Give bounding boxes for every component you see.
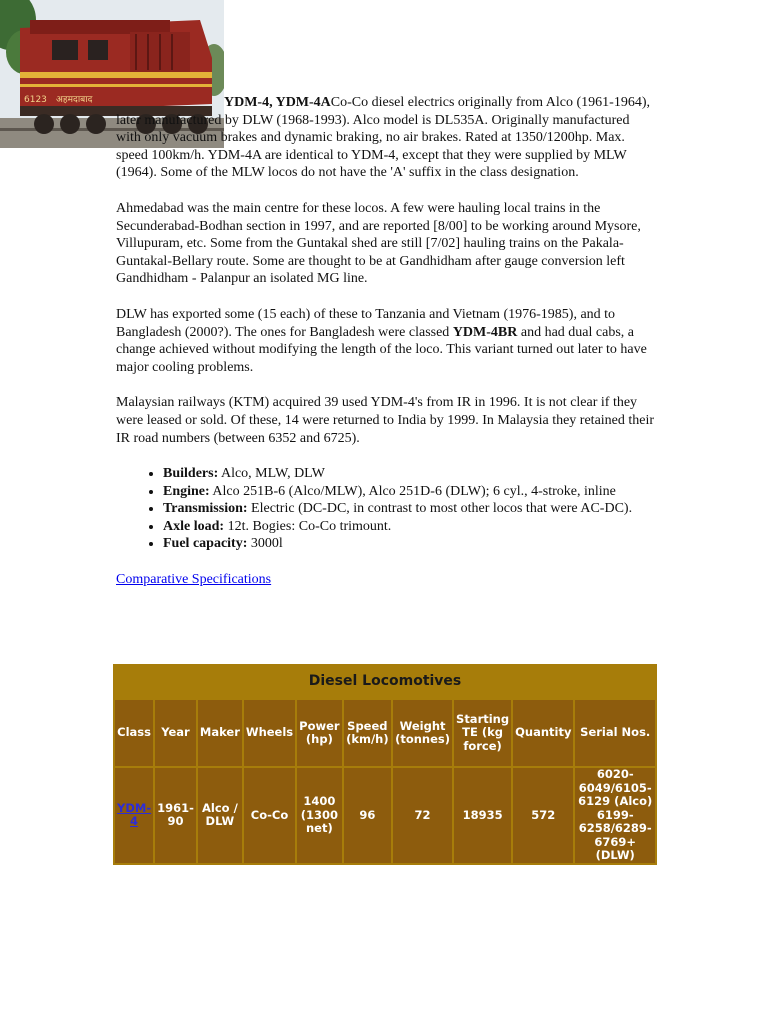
spec-value: Alco, MLW, DLW bbox=[218, 466, 325, 482]
col-header-serial-nos: Serial Nos. bbox=[575, 700, 655, 766]
cell-serial-nos: 6020-6049/6105-6129 (Alco) 6199-6258/6289-6769+ (DLW) bbox=[575, 768, 655, 863]
exports-text-start: DLW has exported some (15 each) of these to Tanzania and Vietnam (1976-1985), and to Bangladesh (2000?). The ones for Bangladesh were classed bbox=[116, 306, 616, 340]
col-header-power: Power (hp) bbox=[297, 700, 341, 766]
table-caption: Diesel Locomotives bbox=[115, 666, 655, 698]
col-header-class: Class bbox=[115, 700, 153, 766]
paragraph-exports bbox=[116, 306, 656, 376]
col-header-maker: Maker bbox=[198, 700, 242, 766]
table-header-row bbox=[115, 700, 655, 766]
exports-class-name: YDM-4BR bbox=[452, 324, 518, 340]
spec-value: 12t. Bogies: Co-Co trimount. bbox=[224, 518, 392, 534]
comparative-specifications-link[interactable]: Comparative Specifications bbox=[116, 572, 272, 588]
intro-paragraph bbox=[116, 0, 656, 182]
spec-label: Fuel capacity: bbox=[163, 536, 248, 552]
spec-label: Builders: bbox=[163, 466, 219, 482]
cab-lettering: अहमदाबाद bbox=[56, 95, 93, 105]
col-header-starting-te: Starting TE (kg force) bbox=[454, 700, 511, 766]
cell-speed: 96 bbox=[344, 768, 392, 863]
cell-wheels: Co-Co bbox=[244, 768, 295, 863]
spec-value: Alco 251B-6 (Alco/MLW), Alco 251D-6 (DLW); 6 cyl., 4-stroke, inline bbox=[209, 483, 616, 499]
spec-item-transmission bbox=[163, 500, 656, 518]
paragraph-ahmedabad: Ahmedabad was the main centre for these locos. A few were hauling local trains in the Secunderabad-Bodhan section in 1997, and are reported [8/00] to be working around Mysore, Villupuram, etc. Some from the Guntakal shed are still [7/02] hauling trains on the Pakala-Guntakal-Bellary route. Some are thought to be at Gandhidham after gauge conversion left Gandhidham - Palanpur an isolated MG line. bbox=[116, 200, 641, 287]
intro-text: Co-Co diesel electrics originally from Alco (1961-1964), later manufactured by DLW (1968-1993). Alco model is DL535A. Originally manufactured with only vacuum brakes and dynamic braking, no air brakes. Rated at 1350/1200hp. Max. speed 100km/h. YDM-4A are identical to YDM-4, except that they were supplied by MLW (1964). Some of the MLW locos do not have the 'A' suffix in the class designation. bbox=[116, 95, 651, 181]
cell-starting-te: 18935 bbox=[454, 768, 511, 863]
cell-year: 1961-90 bbox=[155, 768, 196, 863]
col-header-year: Year bbox=[155, 700, 196, 766]
diesel-locomotives-table bbox=[113, 664, 657, 865]
col-header-weight: Weight (tonnes) bbox=[393, 700, 452, 766]
spec-label: Engine: bbox=[163, 483, 210, 499]
class-link[interactable]: YDM-4 bbox=[117, 800, 152, 829]
spec-item-fuel-capacity bbox=[163, 535, 656, 553]
paragraph-malaysia: Malaysian railways (KTM) acquired 39 used YDM-4's from IR in 1996. It is not clear if they were leased or sold. Of these, 14 were returned to India by 1999. In Malaysia they retained their IR road numbers (between 6352 and 6725). bbox=[116, 395, 655, 446]
spec-label: Axle load: bbox=[163, 518, 225, 534]
intro-title: YDM-4, YDM-4A bbox=[224, 95, 331, 110]
spec-item-axle-load bbox=[163, 518, 656, 536]
spec-value: Electric (DC-DC, in contrast to most other locos that were AC-DC). bbox=[247, 501, 633, 517]
col-header-wheels: Wheels bbox=[244, 700, 295, 766]
spec-list bbox=[116, 465, 656, 553]
col-header-quantity: Quantity bbox=[513, 700, 573, 766]
cell-power: 1400 (1300 net) bbox=[297, 768, 341, 863]
cell-class bbox=[115, 768, 153, 863]
spec-item-builders bbox=[163, 465, 656, 483]
cell-weight: 72 bbox=[393, 768, 452, 863]
exports-text-end: and had dual cabs, a change achieved without modifying the length of the loco. This variant turned out later to have major cooling problems. bbox=[116, 324, 647, 375]
spec-value: 3000l bbox=[247, 536, 283, 552]
table-row bbox=[115, 768, 655, 863]
cell-quantity: 572 bbox=[513, 768, 573, 863]
spec-item-engine bbox=[163, 483, 656, 501]
loco-number: 6123 bbox=[24, 95, 47, 105]
spec-label: Transmission: bbox=[163, 501, 248, 517]
article-body bbox=[116, 0, 656, 589]
col-header-speed: Speed (km/h) bbox=[344, 700, 392, 766]
cell-maker: Alco / DLW bbox=[198, 768, 242, 863]
